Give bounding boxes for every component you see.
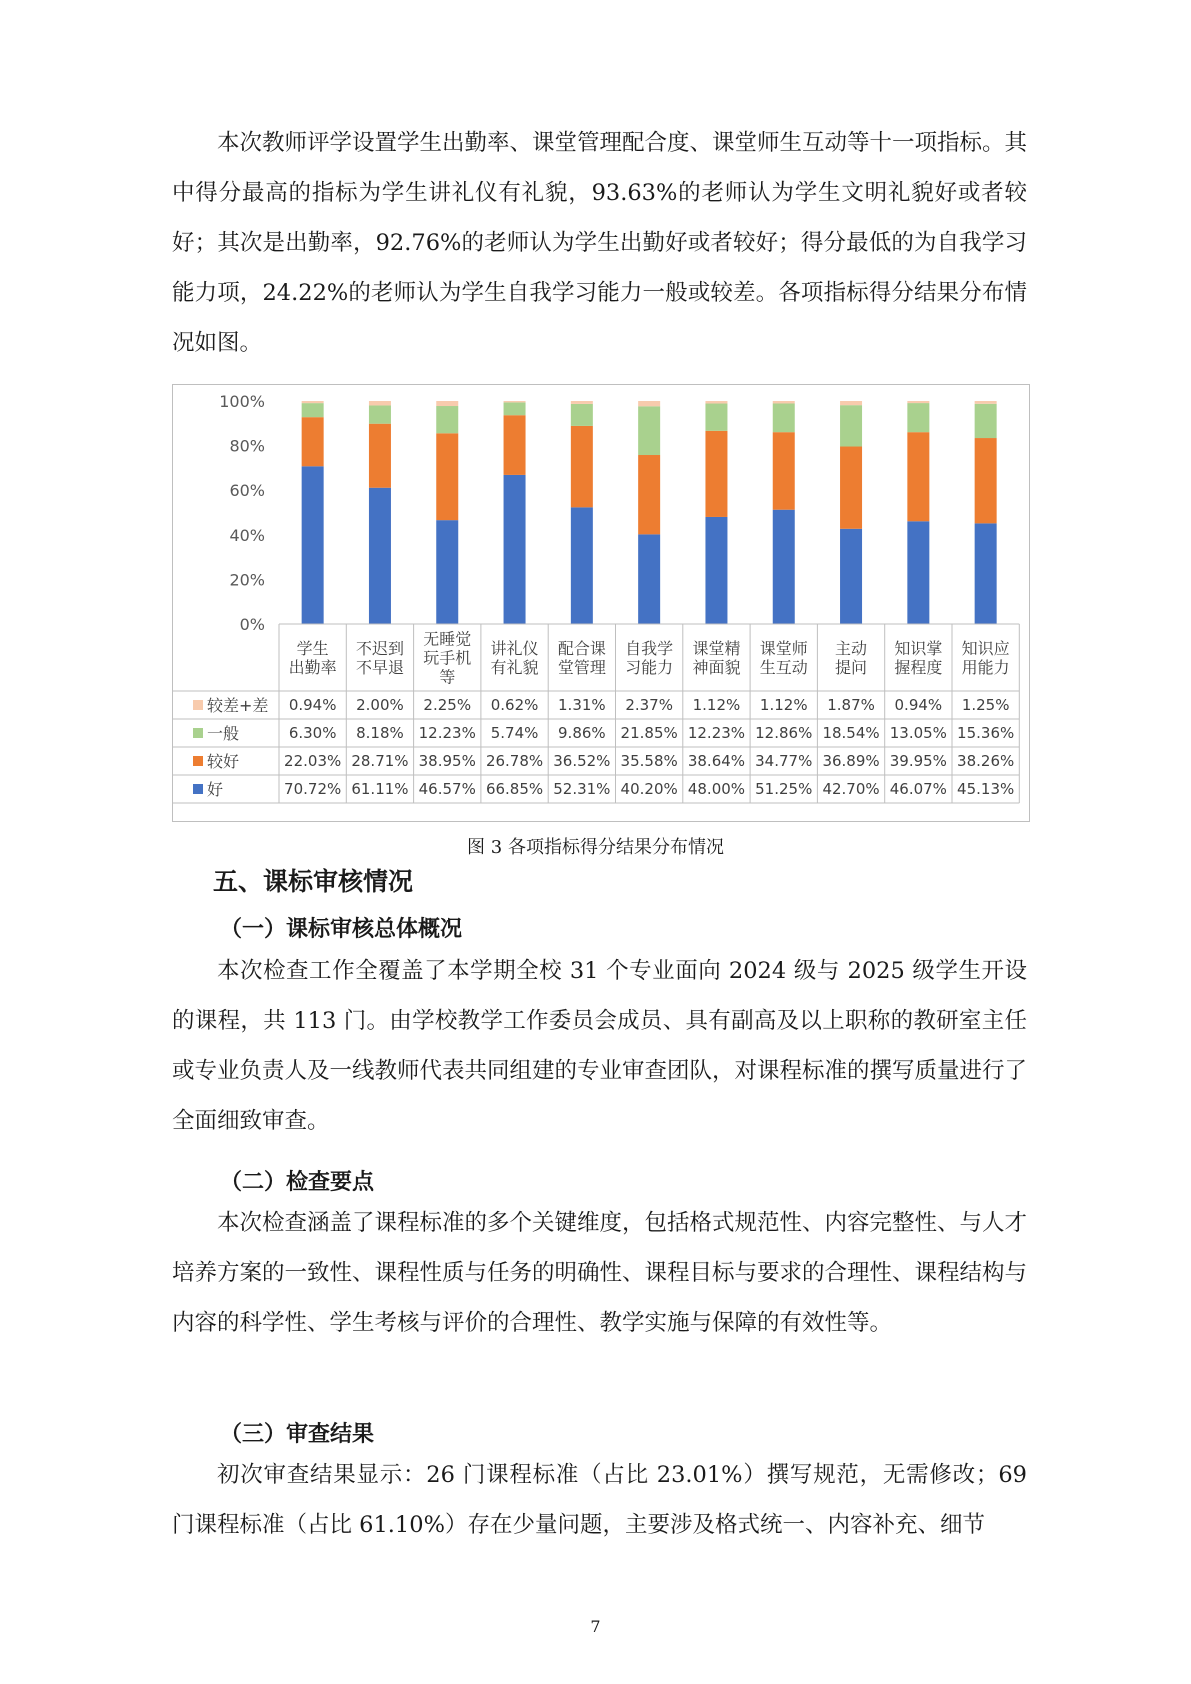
data-cell-label: 46.07%	[889, 780, 947, 798]
bar-segment	[302, 466, 324, 624]
bar-segment	[504, 401, 526, 402]
data-cell-label: 70.72%	[284, 780, 342, 798]
bar-segment	[436, 433, 458, 520]
data-cell-label: 36.89%	[822, 752, 880, 770]
y-tick-label: 40%	[229, 525, 265, 545]
data-cell-label: 13.05%	[889, 724, 947, 742]
bar-segment	[705, 517, 727, 624]
bar-segment	[907, 403, 929, 432]
data-cell-label: 12.23%	[418, 724, 476, 742]
bar-segment	[504, 475, 526, 624]
bar-segment	[571, 401, 593, 404]
data-cell-label: 1.25%	[961, 696, 1010, 714]
legend-label: 较差+差	[207, 696, 269, 715]
category-label: 自我学	[625, 639, 674, 658]
data-cell-label: 40.20%	[620, 780, 678, 798]
bar-segment	[436, 401, 458, 406]
bar-segment	[840, 447, 862, 529]
data-cell-label: 35.58%	[620, 752, 678, 770]
bar-segment	[504, 402, 526, 415]
category-label: 生互动	[759, 658, 808, 677]
subsection-heading-checkpoints: （二）检查要点	[220, 1170, 375, 1195]
bar-segment	[302, 417, 324, 466]
bar-segment	[638, 406, 660, 455]
subsection-heading-results: （三）审查结果	[220, 1422, 375, 1447]
bar-segment	[907, 401, 929, 403]
data-cell-label: 8.18%	[356, 724, 404, 742]
bar-segment	[705, 401, 727, 403]
data-cell-label: 1.12%	[692, 696, 741, 714]
data-cell-label: 38.26%	[957, 752, 1015, 770]
data-cell-label: 9.86%	[558, 724, 606, 742]
legend-label: 好	[207, 780, 224, 799]
data-cell-label: 0.94%	[288, 696, 337, 714]
bar-segment	[705, 431, 727, 517]
category-label: 习能力	[625, 658, 674, 677]
bar-segment	[840, 401, 862, 405]
y-tick-label: 100%	[219, 392, 265, 411]
legend-swatch	[193, 784, 203, 794]
bar-segment	[436, 520, 458, 624]
data-cell-label: 1.87%	[827, 696, 875, 714]
checkpoints-paragraph: 本次检查涵盖了课程标准的多个关键维度，包括格式规范性、内容完整性、与人才培养方案的一致性、课程性质与任务的明确性、课程目标与要求的合理性、课程结构与内容的科学性、学生考核与评价的合理性、教学实施与保障的有效性等。	[172, 1210, 1028, 1336]
data-cell-label: 36.52%	[553, 752, 611, 770]
bar-segment	[369, 405, 391, 423]
legend-label: 一般	[207, 724, 240, 743]
data-cell-label: 61.11%	[351, 780, 409, 798]
category-label: 堂管理	[557, 658, 606, 677]
y-tick-label: 20%	[229, 570, 265, 590]
category-label: 玩手机	[423, 648, 472, 668]
intro-paragraph: 本次教师评学设置学生出勤率、课堂管理配合度、课堂师生互动等十一项指标。其中得分最高的指标为学生讲礼仪有礼貌，93.63%的老师认为学生文明礼貌好或者较好；其次是出勤率，92.76%的老师认为学生出勤好或者较好；得分最低的为自我学习能力项，24.22%的老师认为学生自我学习能力一般或较差。各项指标得分结果分布情况如图。	[172, 130, 1028, 356]
bar-segment	[638, 401, 660, 406]
bar-segment	[638, 534, 660, 624]
bar-segment	[907, 432, 929, 521]
page-number: 7	[590, 1617, 601, 1636]
legend-swatch	[193, 700, 203, 710]
data-cell-label: 48.00%	[687, 780, 746, 798]
data-cell-label: 38.64%	[687, 752, 746, 770]
data-cell-label: 2.37%	[625, 696, 673, 714]
data-cell-label: 6.30%	[288, 724, 337, 742]
category-label: 神面貌	[692, 658, 741, 677]
category-label: 知识应	[961, 639, 1010, 658]
data-cell-label: 18.54%	[822, 724, 880, 742]
category-label: 配合课	[557, 639, 606, 658]
category-label: 知识掌	[894, 639, 943, 658]
legend-swatch	[193, 728, 203, 738]
data-cell-label: 21.85%	[620, 724, 678, 742]
data-cell-label: 1.31%	[558, 696, 606, 714]
category-label: 讲礼仪	[490, 639, 539, 658]
data-cell-label: 22.03%	[284, 752, 342, 770]
bar-segment	[504, 415, 526, 475]
figure-caption: 图 3 各项指标得分结果分布情况	[467, 837, 724, 858]
bar-segment	[571, 507, 593, 624]
category-label: 课堂师	[759, 639, 808, 658]
section-heading: 五、课标审核情况	[213, 867, 414, 896]
bar-segment	[705, 404, 727, 431]
category-label: 无睡觉	[423, 629, 472, 649]
data-cell-label: 42.70%	[822, 780, 880, 798]
data-cell-label: 5.74%	[490, 724, 539, 742]
subsection-heading-overview: （一）课标审核总体概况	[220, 917, 463, 942]
data-cell-label: 15.36%	[957, 724, 1015, 742]
bar-segment	[975, 401, 997, 404]
data-cell-label: 2.00%	[356, 696, 404, 714]
data-cell-label: 2.25%	[423, 696, 472, 714]
bar-segment	[907, 521, 929, 624]
category-label: 有礼貌	[490, 658, 539, 677]
category-label: 主动	[835, 639, 868, 658]
data-cell-label: 45.13%	[957, 780, 1015, 798]
legend-label: 较好	[207, 752, 240, 771]
legend-swatch	[193, 756, 203, 766]
y-tick-label: 80%	[229, 436, 265, 456]
data-cell-label: 12.23%	[687, 724, 746, 742]
data-cell-label: 46.57%	[418, 780, 476, 798]
data-cell-label: 28.71%	[351, 752, 409, 770]
bar-segment	[773, 432, 795, 510]
y-tick-label: 60%	[229, 481, 265, 501]
bar-segment	[773, 510, 795, 624]
bar-segment	[369, 424, 391, 488]
category-label: 学生	[296, 639, 329, 658]
data-cell-label: 0.94%	[894, 696, 943, 714]
data-cell-label: 34.77%	[755, 752, 813, 770]
y-tick-label: 0%	[239, 615, 265, 634]
category-label: 不早退	[355, 658, 404, 677]
bar-segment	[975, 404, 997, 438]
category-label: 提问	[835, 658, 868, 677]
bar-segment	[975, 438, 997, 523]
category-label: 等	[439, 667, 456, 687]
bar-segment	[369, 401, 391, 405]
bar-segment	[302, 403, 324, 417]
data-cell-label: 66.85%	[485, 780, 544, 798]
bar-segment	[302, 401, 324, 403]
category-label: 课堂精	[692, 639, 741, 658]
bar-segment	[840, 529, 862, 624]
bar-segment	[773, 401, 795, 403]
bar-segment	[571, 426, 593, 507]
bar-segment	[840, 405, 862, 446]
data-cell-label: 39.95%	[889, 752, 947, 770]
bar-segment	[571, 404, 593, 426]
data-cell-label: 12.86%	[755, 724, 813, 742]
bar-segment	[369, 488, 391, 624]
data-cell-label: 51.25%	[755, 780, 813, 798]
data-cell-label: 0.62%	[490, 696, 539, 714]
bar-segment	[436, 406, 458, 433]
data-cell-label: 52.31%	[553, 780, 611, 798]
stacked-bar-chart	[172, 384, 1030, 822]
bar-segment	[638, 455, 660, 534]
category-label: 出勤率	[288, 658, 337, 677]
results-paragraph: 初次审查结果显示：26 门课程标准（占比 23.01%）撰写规范，无需修改；69 门课程标准（占比 61.10%）存在少量问题，主要涉及格式统一、内容补充、细节	[172, 1462, 1027, 1538]
category-label: 不迟到	[355, 639, 404, 658]
category-label: 握程度	[894, 658, 943, 677]
bar-segment	[975, 523, 997, 624]
data-cell-label: 1.12%	[759, 696, 808, 714]
overview-paragraph: 本次检查工作全覆盖了本学期全校 31 个专业面向 2024 级与 2025 级学生开设的课程，共 113 门。由学校教学工作委员会成员、具有副高及以上职称的教研室主任或专业负责人及一线教师代表共同组建的专业审查团队，对课程标准的撰写质量进行了全面细致审查。	[172, 958, 1028, 1134]
data-cell-label: 38.95%	[418, 752, 476, 770]
data-cell-label: 26.78%	[485, 752, 544, 770]
bar-segment	[773, 403, 795, 432]
category-label: 用能力	[961, 658, 1010, 677]
